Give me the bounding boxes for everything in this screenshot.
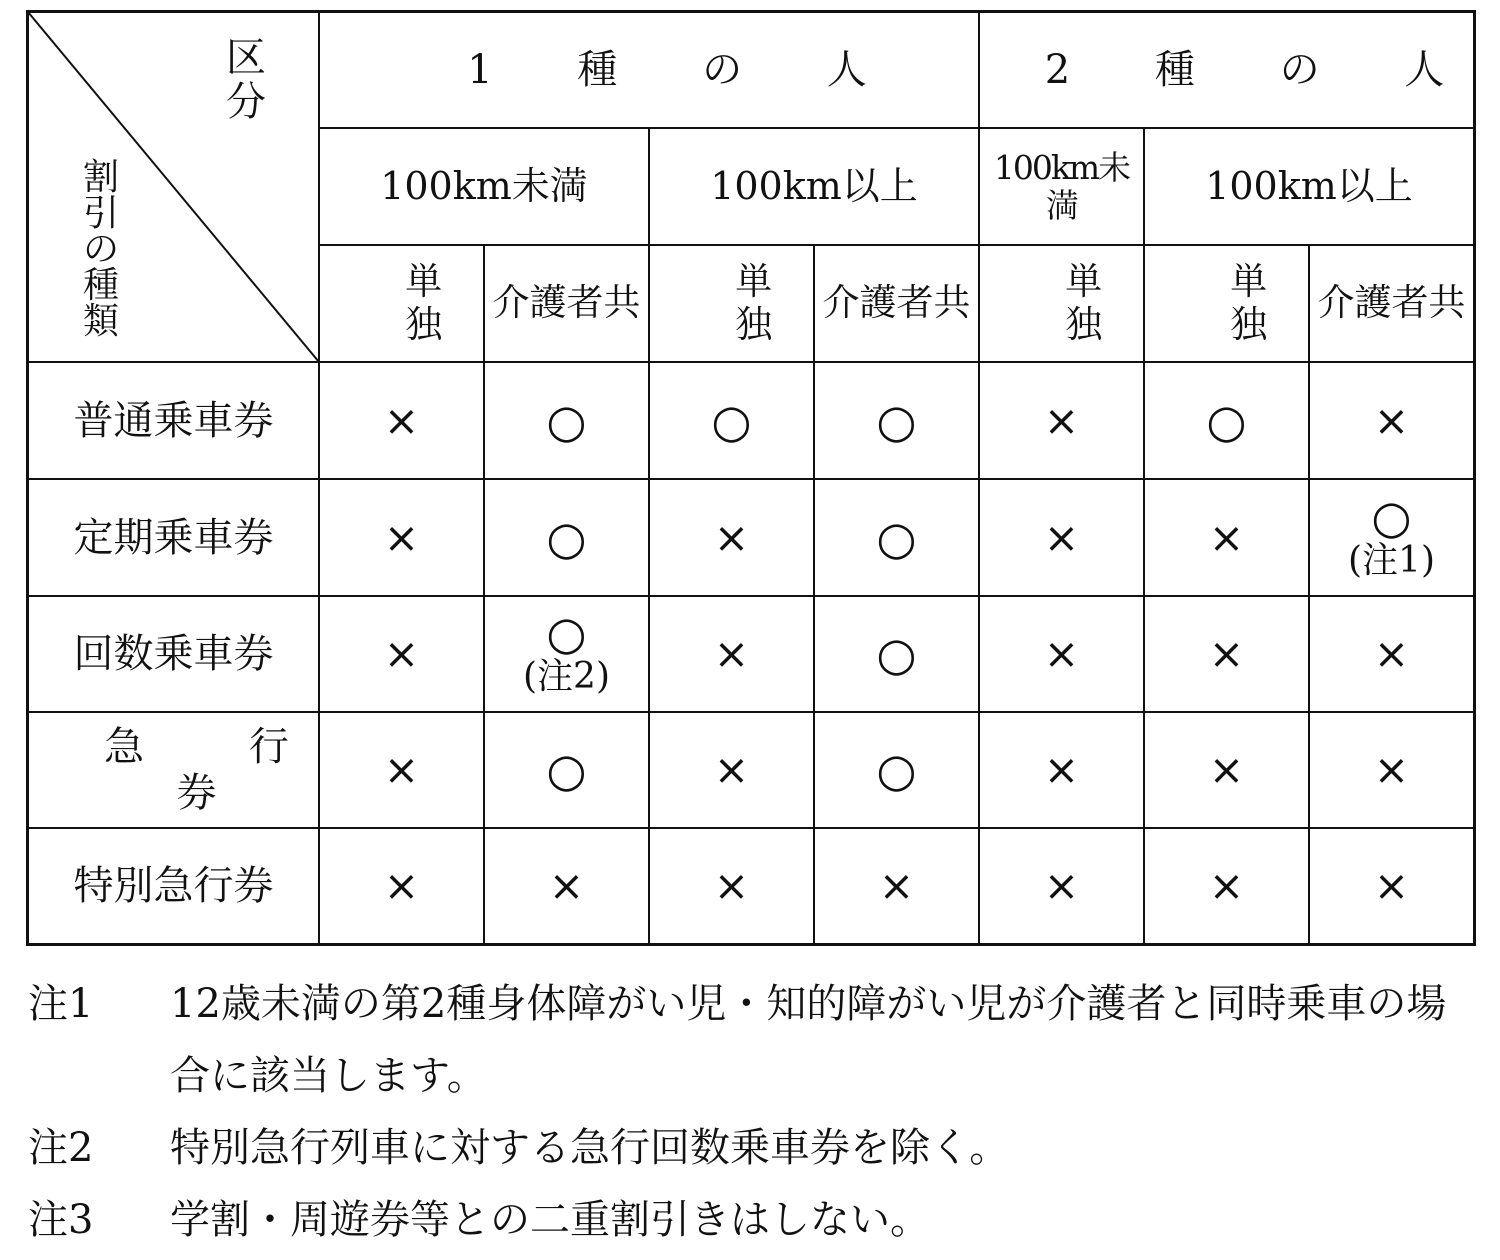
circle-mark-icon: ○ (876, 510, 917, 565)
footnote-reference: (注1) (1348, 539, 1435, 581)
table-cell (319, 596, 484, 712)
footnote-text: 12歳未満の第2種身体障がい児・知的障がい児が介護者と同時乗車の場合に該当します。 (170, 981, 1447, 1099)
table-cell (649, 712, 814, 828)
cross-mark-icon: × (713, 745, 750, 794)
discount-table (26, 10, 1481, 946)
subheader-solo: 単 独 (735, 259, 817, 346)
footnote-3 (28, 1184, 1478, 1256)
row-label-express-ticket: 急 行 券 (104, 724, 335, 816)
footnote-1 (28, 968, 1478, 1112)
table-cell (814, 362, 979, 479)
footnote-label: 注1 (28, 981, 94, 1027)
table-cell (319, 479, 484, 596)
table-cell (814, 712, 979, 828)
table-cell (1309, 479, 1474, 596)
circle-mark-icon: ○ (546, 743, 587, 797)
table-cell (979, 596, 1144, 712)
cross-mark-icon: × (713, 629, 750, 678)
circle-mark-icon: ○ (546, 606, 587, 661)
cross-mark-icon: × (1208, 629, 1245, 678)
subheader-solo: 単 独 (1230, 259, 1312, 346)
distance-header: 100km未満 (993, 147, 1130, 225)
table-cell (1309, 828, 1474, 944)
table-cell (649, 828, 814, 944)
subheader-solo: 単 独 (1065, 259, 1147, 346)
circle-mark-icon: ○ (876, 743, 917, 797)
row-label-limited-express-ticket: 特別急行券 (73, 863, 274, 909)
table-cell (1309, 712, 1474, 828)
footnote-label: 注2 (28, 1125, 94, 1171)
distance-header: 100km未満 (380, 163, 588, 208)
cross-mark-icon: × (383, 629, 420, 678)
cross-mark-icon: × (1043, 861, 1080, 910)
footnote-text: 特別急行列車に対する急行回数乗車券を除く。 (170, 1125, 1010, 1171)
cross-mark-icon: × (1373, 745, 1410, 794)
subheader-with-caregiver: 介護者共 (822, 281, 971, 325)
table-cell (484, 712, 649, 828)
circle-mark-icon: ○ (876, 627, 917, 681)
table-cell (814, 596, 979, 712)
table-cell (319, 712, 484, 828)
footnotes (28, 968, 1478, 1256)
subheader-with-caregiver: 介護者共 (1317, 281, 1466, 325)
cross-mark-icon: × (1043, 745, 1080, 794)
group-header-type1: 1 種 の 人 (467, 47, 903, 93)
cross-mark-icon: × (1373, 395, 1410, 445)
table-cell (484, 828, 649, 944)
row-label-commuter-pass: 定期乗車券 (73, 514, 274, 561)
table-cell (814, 479, 979, 596)
cross-mark-icon: × (548, 861, 585, 910)
footnote-text: 学割・周遊券等との二重割引きはしない。 (170, 1197, 930, 1243)
table-cell (1144, 712, 1309, 828)
table-cell (484, 596, 649, 712)
table-cell (979, 828, 1144, 944)
subheader-solo: 単 独 (405, 259, 487, 346)
cross-mark-icon: × (383, 512, 420, 562)
group-header-type2: 2 種 の 人 (1044, 47, 1481, 93)
circle-mark-icon: ○ (1371, 489, 1412, 544)
cross-mark-icon: × (1043, 512, 1080, 562)
table-cell (1144, 479, 1309, 596)
cross-mark-icon: × (713, 861, 750, 910)
table-cell (484, 362, 649, 479)
distance-header: 100km以上 (1205, 163, 1413, 208)
row-label-coupon-ticket: 回数乗車券 (73, 631, 274, 677)
cross-mark-icon: × (713, 512, 750, 562)
circle-mark-icon: ○ (876, 393, 917, 448)
table-cell (649, 596, 814, 712)
cross-mark-icon: × (1043, 629, 1080, 678)
cross-mark-icon: × (1208, 745, 1245, 794)
cross-mark-icon: × (1373, 629, 1410, 678)
table-cell (1144, 828, 1309, 944)
cross-mark-icon: × (878, 861, 915, 910)
cross-mark-icon: × (1043, 395, 1080, 445)
cross-mark-icon: × (1208, 861, 1245, 910)
table-cell (979, 362, 1144, 479)
row-label-ordinary-ticket: 普通乗車券 (73, 397, 274, 444)
circle-mark-icon: ○ (546, 393, 587, 448)
table-cell (649, 479, 814, 596)
table-cell (814, 828, 979, 944)
corner-category-label: 区分 (226, 35, 266, 125)
table-cell (1144, 362, 1309, 479)
cross-mark-icon: × (383, 861, 420, 910)
circle-mark-icon: ○ (546, 510, 587, 565)
table-cell (649, 362, 814, 479)
cross-mark-icon: × (1373, 861, 1410, 910)
table-cell (979, 479, 1144, 596)
footnote-label: 注3 (28, 1197, 94, 1243)
table-cell (319, 362, 484, 479)
cross-mark-icon: × (1208, 512, 1245, 562)
subheader-with-caregiver: 介護者共 (492, 281, 641, 325)
corner-diagonal (28, 12, 319, 362)
cross-mark-icon: × (383, 745, 420, 794)
table-cell (1309, 362, 1474, 479)
distance-header: 100km以上 (710, 163, 918, 208)
table-cell (484, 479, 649, 596)
corner-discount-type-label: 割引の種類 (82, 157, 119, 342)
footnote-2 (28, 1112, 1478, 1184)
footnote-reference: (注2) (523, 656, 610, 698)
table-cell (979, 712, 1144, 828)
table-cell (319, 828, 484, 944)
table-cell (1309, 596, 1474, 712)
cross-mark-icon: × (383, 395, 420, 445)
circle-mark-icon: ○ (1206, 393, 1247, 448)
table-cell (1144, 596, 1309, 712)
circle-mark-icon: ○ (711, 393, 752, 448)
